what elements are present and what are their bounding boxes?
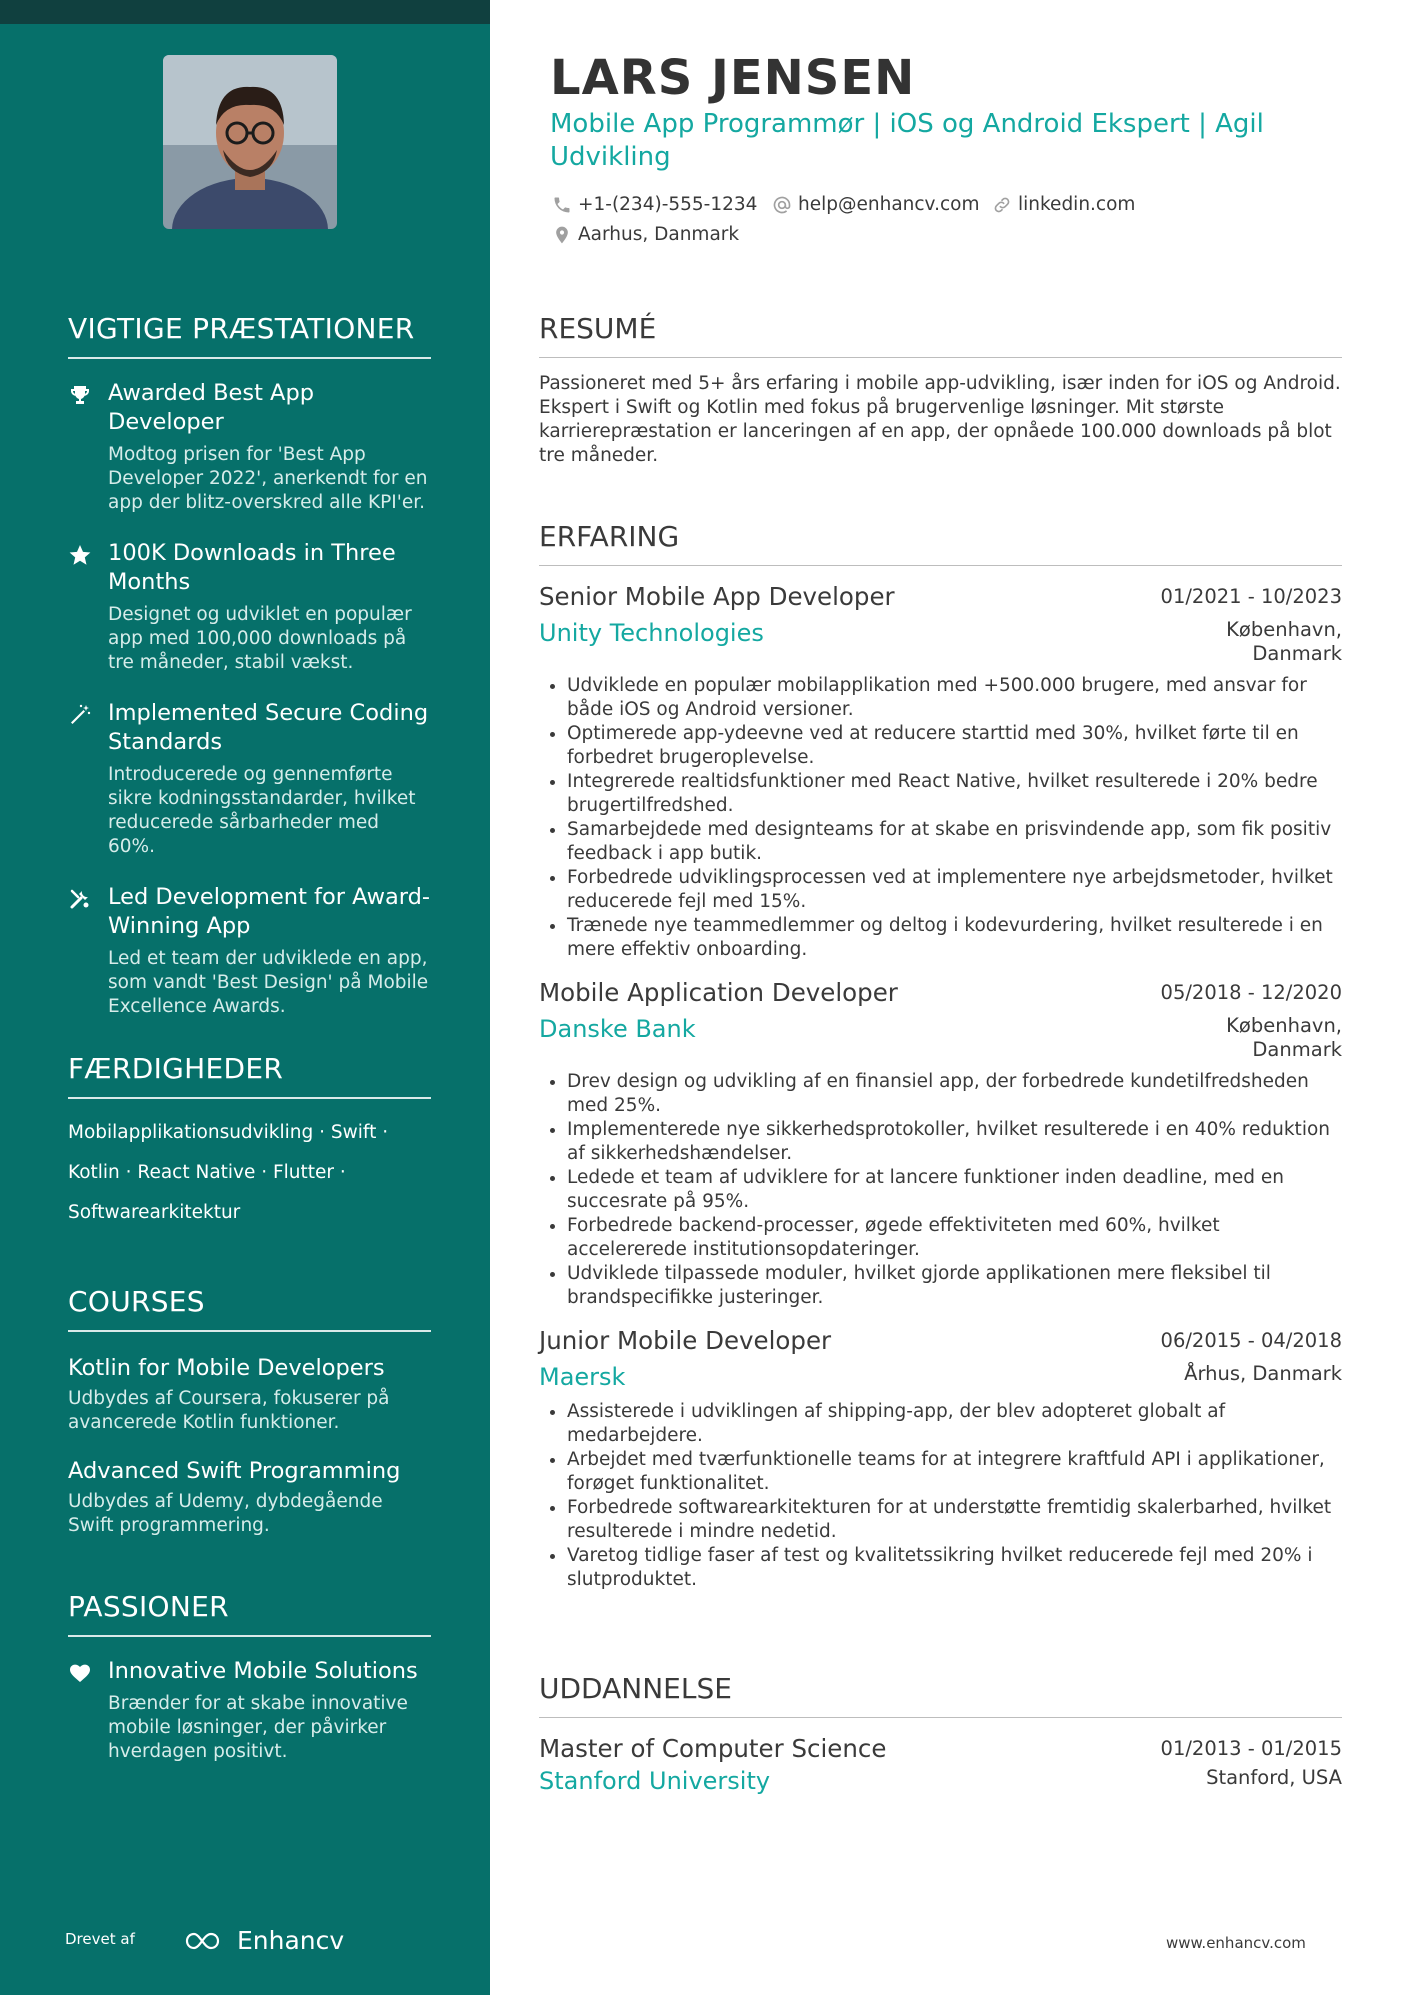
job-bullet: • Integrerede realtidsfunktioner med React Native, hvilket resulterede i 20% bedre brugertilfredshed. xyxy=(567,770,1342,818)
job-bullets xyxy=(539,674,1342,962)
contact-location xyxy=(552,224,739,245)
sidebar xyxy=(0,0,490,1995)
courses-section xyxy=(68,1285,431,1538)
course-desc: Udbydes af Udemy, dybdegående Swift programmering. xyxy=(68,1491,383,1536)
candidate-headline: Mobile App Programmør | iOS og Android Ekspert | Agil Udvikling xyxy=(550,109,1264,172)
job-bullets xyxy=(539,1400,1342,1592)
link-icon xyxy=(992,195,1012,215)
education-dates: 01/2013 - 01/2015 xyxy=(1160,1737,1342,1760)
job-company: Maersk xyxy=(539,1363,626,1391)
summary-title: RESUMÉ xyxy=(539,312,1342,358)
magic-wand-icon xyxy=(68,703,92,727)
passion-desc: Brænder for at skabe innovative mobile løsninger, der påvirker hverdagen positivt. xyxy=(108,1693,408,1762)
candidate-name: LARS JENSEN xyxy=(550,50,916,106)
achievement-desc: Modtog prisen for 'Best App Developer 2022', anerkendt for en app der blitz-overskred alle KPI'er. xyxy=(108,444,428,513)
skills-list xyxy=(68,1113,431,1233)
education-degree: Master of Computer Science xyxy=(539,1734,887,1763)
passion-title: Innovative Mobile Solutions xyxy=(108,1658,418,1684)
phone-text: +1-(234)-555-1234 xyxy=(578,194,758,215)
education-location: Stanford, USA xyxy=(1206,1766,1342,1789)
tools-icon xyxy=(68,887,92,911)
heart-icon xyxy=(68,1661,92,1685)
job-company: Danske Bank xyxy=(539,1015,696,1043)
sidebar-top-bar xyxy=(0,0,490,24)
course-item xyxy=(68,1354,431,1435)
achievement-item xyxy=(68,699,431,859)
passions-title: PASSIONER xyxy=(68,1590,431,1637)
skills-line: Kotlin · React Native · Flutter · xyxy=(68,1162,346,1183)
brand-name: Enhancv xyxy=(237,1926,345,1955)
job-role: Junior Mobile Developer xyxy=(539,1326,832,1355)
achievement-title: Awarded Best App Developer xyxy=(108,380,315,435)
contact-linkedin[interactable] xyxy=(992,194,1135,215)
achievements-section xyxy=(68,312,431,1019)
education-entry xyxy=(539,1734,1342,1796)
job-role: Senior Mobile App Developer xyxy=(539,582,895,611)
skills-line: Mobilapplikationsudvikling · Swift · xyxy=(68,1122,389,1143)
location-pin-icon xyxy=(552,225,572,245)
job-location: København, Danmark xyxy=(1226,618,1342,665)
job-dates: 05/2018 - 12/2020 xyxy=(1160,981,1342,1004)
enhancv-logo xyxy=(183,1926,344,1955)
job-dates: 01/2021 - 10/2023 xyxy=(1160,585,1342,608)
job-bullet: • Varetog tidlige faser af test og kvalitetssikring hvilket reducerede fejl med 20% i slutproduktet. xyxy=(567,1544,1342,1592)
passions-section xyxy=(68,1590,431,1764)
achievement-title: Implemented Secure Coding Standards xyxy=(108,700,429,755)
achievement-desc: Introducerede og gennemførte sikre kodningsstandarder, hvilket reducerede sårbarheder med 60%. xyxy=(108,764,416,857)
education-section xyxy=(539,1672,1342,1796)
location-text: Aarhus, Danmark xyxy=(578,224,740,245)
job-bullet: • Forbedrede udviklingsprocessen ved at implementere nye arbejdsmetoder, hvilket reducerede fejl med 15%. xyxy=(567,866,1342,914)
job-bullet: • Implementerede nye sikkerhedsprotokoller, hvilket resulterede i en 40% reduktion af sikkerhedshændelser. xyxy=(567,1118,1342,1166)
linkedin-text[interactable]: linkedin.com xyxy=(1018,194,1136,215)
summary-text: Passioneret med 5+ års erfaring i mobile app-udvikling, især inden for iOS og Android. Ekspert i Swift og Kotlin med fokus på brugervenlige løsninger. Mit største karrierepræstation er lanceringen af en app, der opnåede 100.000 downloads på blot tre måneder. xyxy=(539,373,1341,466)
infinity-logo-icon xyxy=(183,1929,229,1953)
job-location: Århus, Danmark xyxy=(1184,1362,1342,1385)
job-role: Mobile Application Developer xyxy=(539,978,898,1007)
job-bullet: • Arbejdet med tværfunktionelle teams for at integrere kraftfuld API i applikationer, forøget funktionalitet. xyxy=(567,1448,1342,1496)
skills-title: FÆRDIGHEDER xyxy=(68,1052,431,1099)
website-link[interactable]: www.enhancv.com xyxy=(1166,1934,1306,1952)
star-icon xyxy=(68,543,92,567)
course-desc: Udbydes af Coursera, fokuserer på avancerede Kotlin funktioner. xyxy=(68,1388,390,1433)
achievement-desc: Led et team der udviklede en app, som vandt 'Best Design' på Mobile Excellence Awards. xyxy=(108,948,429,1017)
email-text[interactable]: help@enhancv.com xyxy=(798,194,980,215)
trophy-icon xyxy=(68,383,92,407)
education-school: Stanford University xyxy=(539,1767,771,1795)
achievement-desc: Designet og udviklet en populær app med 100,000 downloads på tre måneder, stabil vækst. xyxy=(108,604,412,673)
job-entry xyxy=(539,582,1342,962)
job-bullet: • Forbedrede softwarearkitekturen for at understøtte fremtidig skalerbarhed, hvilket resulterede i mindre nedetid. xyxy=(567,1496,1342,1544)
experience-title: ERFARING xyxy=(539,520,1342,566)
achievement-title: Led Development for Award-Winning App xyxy=(108,884,431,939)
job-bullet: • Optimerede app-ydeevne ved at reducere starttid med 30%, hvilket førte til en forbedret brugeroplevelse. xyxy=(567,722,1342,770)
achievement-item xyxy=(68,883,431,1019)
skills-section xyxy=(68,1052,431,1233)
course-item xyxy=(68,1457,431,1538)
job-bullet: • Assisterede i udviklingen af shipping-app, der blev adopteret globalt af medarbejdere. xyxy=(567,1400,1342,1448)
profile-photo xyxy=(163,55,337,229)
powered-by-label: Drevet af xyxy=(65,1930,135,1948)
job-bullet: • Trænede nye teammedlemmer og deltog i kodevurdering, hvilket resulterede i en mere effektiv onboarding. xyxy=(567,914,1342,962)
job-bullet: • Ledede et team af udviklere for at lancere funktioner inden deadline, med en succesrate på 95%. xyxy=(567,1166,1342,1214)
job-bullet: • Udviklede tilpassede moduler, hvilket gjorde applikationen mere fleksibel til brandspecifikke justeringer. xyxy=(567,1262,1342,1310)
course-title: Kotlin for Mobile Developers xyxy=(68,1355,385,1381)
achievement-item xyxy=(68,379,431,515)
job-bullet: • Samarbejdede med designteams for at skabe en prisvindende app, som fik positiv feedback i app butik. xyxy=(567,818,1342,866)
contact-email[interactable] xyxy=(772,194,979,215)
job-dates: 06/2015 - 04/2018 xyxy=(1160,1329,1342,1352)
job-location: København, Danmark xyxy=(1226,1014,1342,1061)
education-title: UDDANNELSE xyxy=(539,1672,1342,1718)
course-title: Advanced Swift Programming xyxy=(68,1458,401,1484)
achievement-item xyxy=(68,539,431,675)
job-bullet: • Udviklede en populær mobilapplikation med +500.000 brugere, med ansvar for både iOS og Android versioner. xyxy=(567,674,1342,722)
passion-item xyxy=(68,1657,431,1764)
summary-section xyxy=(539,312,1342,468)
job-bullet: • Forbedrede backend-processer, øgede effektiviteten med 60%, hvilket accelererede institutionsopdateringer. xyxy=(567,1214,1342,1262)
contact-phone xyxy=(552,194,757,215)
experience-section xyxy=(539,520,1342,1592)
job-bullet: • Drev design og udvikling af en finansiel app, der forbedrede kundetilfredsheden med 25%. xyxy=(567,1070,1342,1118)
job-entry xyxy=(539,1326,1342,1592)
job-entry xyxy=(539,978,1342,1310)
achievements-title: VIGTIGE PRÆSTATIONER xyxy=(68,312,431,359)
job-company: Unity Technologies xyxy=(539,619,764,647)
achievement-title: 100K Downloads in Three Months xyxy=(108,540,396,595)
courses-title: COURSES xyxy=(68,1285,431,1332)
at-icon xyxy=(772,195,792,215)
job-bullets xyxy=(539,1070,1342,1310)
skills-line: Softwarearkitektur xyxy=(68,1202,241,1223)
phone-icon xyxy=(552,195,572,215)
